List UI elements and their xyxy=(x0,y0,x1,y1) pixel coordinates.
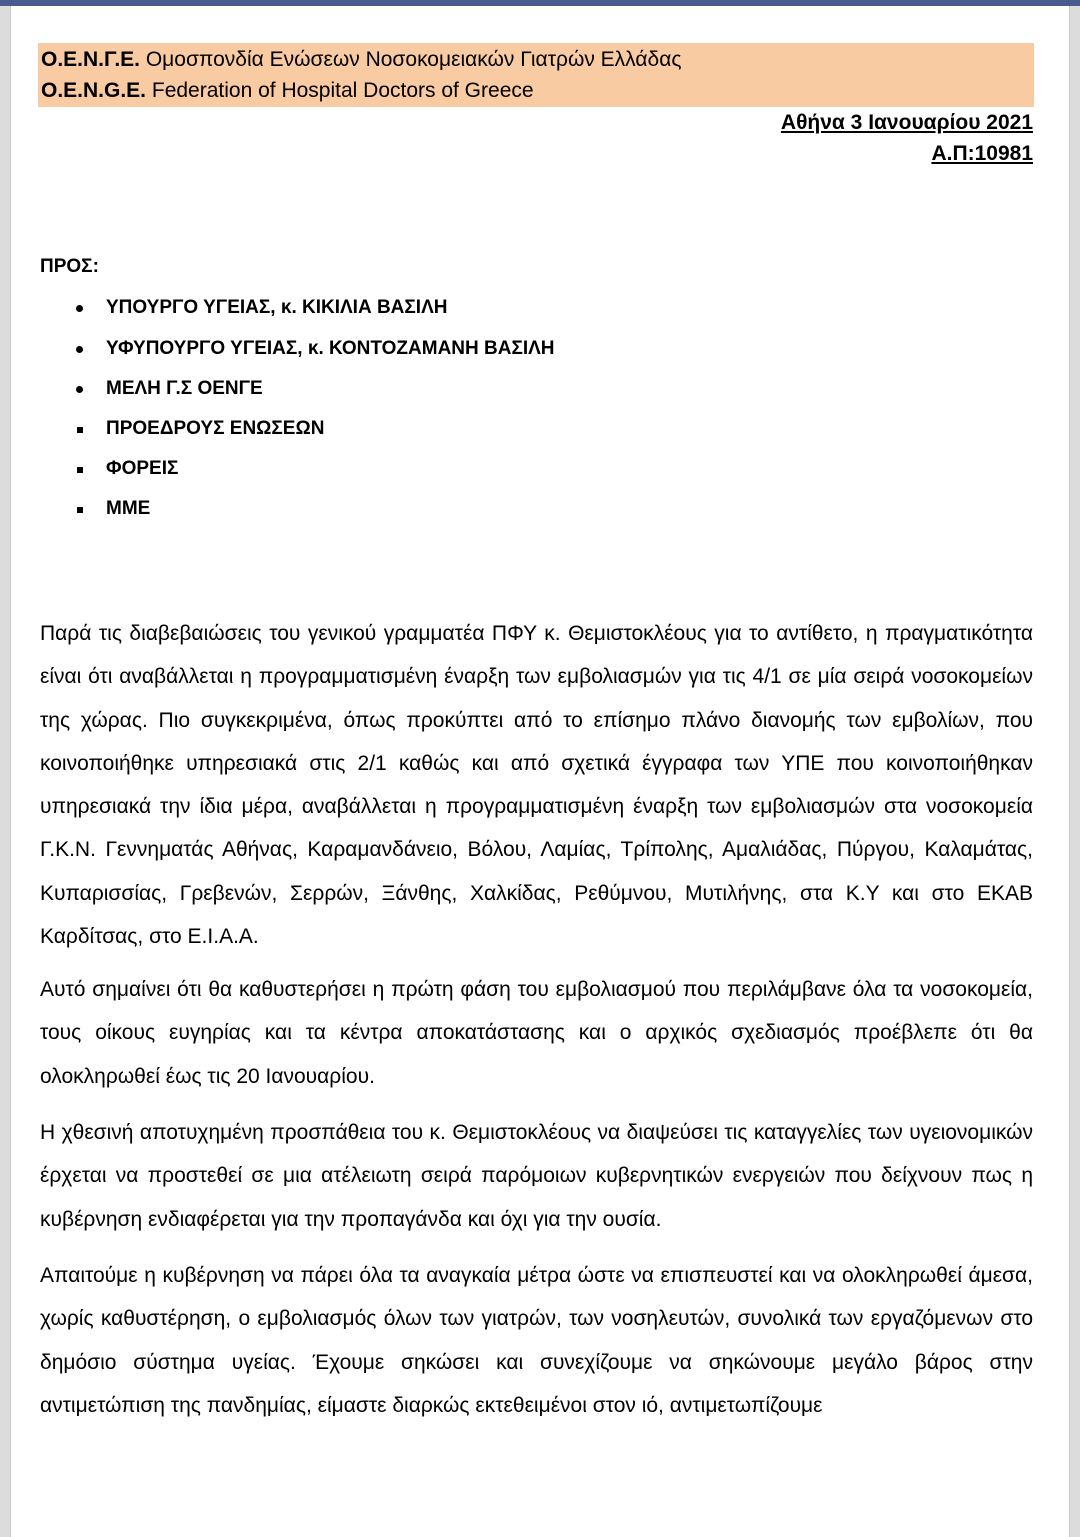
recipient-label: ΥΦΥΠΟΥΡΓΟ ΥΓΕΙΑΣ, κ. ΚΟΝΤΟΖΑΜΑΝΗ ΒΑΣΙΛΗ xyxy=(106,338,555,359)
recipient-label: ΥΠΟΥΡΓΟ ΥΓΕΙΑΣ, κ. ΚΙΚΙΛΙΑ ΒΑΣΙΛΗ xyxy=(106,297,448,318)
body-paragraph-2: Αυτό σημαίνει ότι θα καθυστερήσει η πρώτη φάση του εμβολιασμού που περιλάμβανε όλα τα νοσοκομεία, τους οίκους ευγηρίας και τα κέντρα αποκατάστασης και ο αρχικός σχεδιασμός προέβλεπε ότι θα ολοκληρωθεί έως τις 20 Ιανουαρίου. xyxy=(40,978,1033,1088)
letterhead-english xyxy=(41,77,534,105)
recipient-label: ΠΡΟΕΔΡΟΥΣ ΕΝΩΣΕΩΝ xyxy=(106,418,325,439)
body-paragraph-1: Παρά τις διαβεβαιώσεις του γενικού γραμματέα ΠΦΥ κ. Θεμιστοκλέους για το αντίθετο, η πραγματικότητα είναι ότι αναβάλλεται η προγραμματισμένη έναρξη των εμβολιασμών για τις 4/1 σε μία σειρά νοσοκομείων της χώρας. Πιο συγκεκριμένα, όπως προκύπτει από το επίσημο πλάνο διανομής των εμβολίων, που κοινοποιήθηκε υπηρεσιακά στις 2/1 καθώς και από σχετικά έγγραφα των ΥΠΕ που κοινοποιήθηκαν υπηρεσιακά την ίδια μέρα, αναβάλλεται η προγραμματισμένη έναρξη των εμβολιασμών στα νοσοκομεία Γ.Κ.Ν. Γεννηματάς Αθήνας, Καραμανδάνειο, Βόλου, Λαμίας, Τρίπολης, Αμαλιάδας, Πύργου, Καλαμάτας, Κυπαρισσίας, Γρεβενών, Σερρών, Ξάνθης, Χαλκίδας, Ρεθύμνου, Μυτιλήνης, στα Κ.Υ και στο ΕΚΑΒ Καρδίτσας, στο Ε.Ι.Α.Α. xyxy=(40,622,1033,949)
body-paragraph-4: Απαιτούμε η κυβέρνηση να πάρει όλα τα αναγκαία μέτρα ώστε να επισπευστεί και να ολοκληρωθεί άμεσα, χωρίς καθυστέρηση, ο εμβολιασμός όλων των γιατρών, των νοσηλευτών, συνολικά των εργαζόμενων στο δημόσιο σύστημα υγείας. Έχουμε σηκώσει και συνεχίζουμε να σηκώνουμε μεγάλο βάρος στην αντιμετώπιση της πανδημίας, είμαστε διαρκώς εκτεθειμένοι στον ιό, αντιμετωπίζουμε xyxy=(40,1264,1033,1417)
document-page xyxy=(10,6,1070,1537)
letterhead-greek-acronym: Ο.Ε.Ν.Γ.Ε. xyxy=(41,48,141,71)
letterhead-english-acronym: O.E.N.G.E. xyxy=(41,79,147,102)
recipient-label: ΜΜΕ xyxy=(106,498,151,519)
recipient-label: ΜΕΛΗ Γ.Σ ΟΕΝΓΕ xyxy=(106,378,263,399)
body-paragraph-3: Η χθεσινή αποτυχημένη προσπάθεια του κ. Θεμιστοκλέους να διαψεύσει τις καταγγελίες των υγειονομικών έρχεται να προστεθεί σε μια ατέλειωτη σειρά παρόμοιων κυβερνητικών ενεργειών που δείχνουν πως η κυβέρνηση ενδιαφέρεται για την προπαγάνδα και όχι για την ουσία. xyxy=(40,1121,1033,1231)
document-date: Αθήνα 3 Ιανουαρίου 2021 xyxy=(780,111,1033,134)
recipient-label: ΦΟΡΕΙΣ xyxy=(106,458,179,479)
recipients-label: ΠΡΟΣ: xyxy=(40,256,99,277)
letterhead-greek xyxy=(41,46,681,74)
protocol-number: Α.Π:10981 xyxy=(931,142,1033,165)
letterhead-greek-text: Ομοσπονδία Ενώσεων Νοσοκομειακών Γιατρών Ελλάδας xyxy=(140,48,682,71)
letterhead-english-text: Federation of Hospital Doctors of Greece xyxy=(146,79,534,102)
